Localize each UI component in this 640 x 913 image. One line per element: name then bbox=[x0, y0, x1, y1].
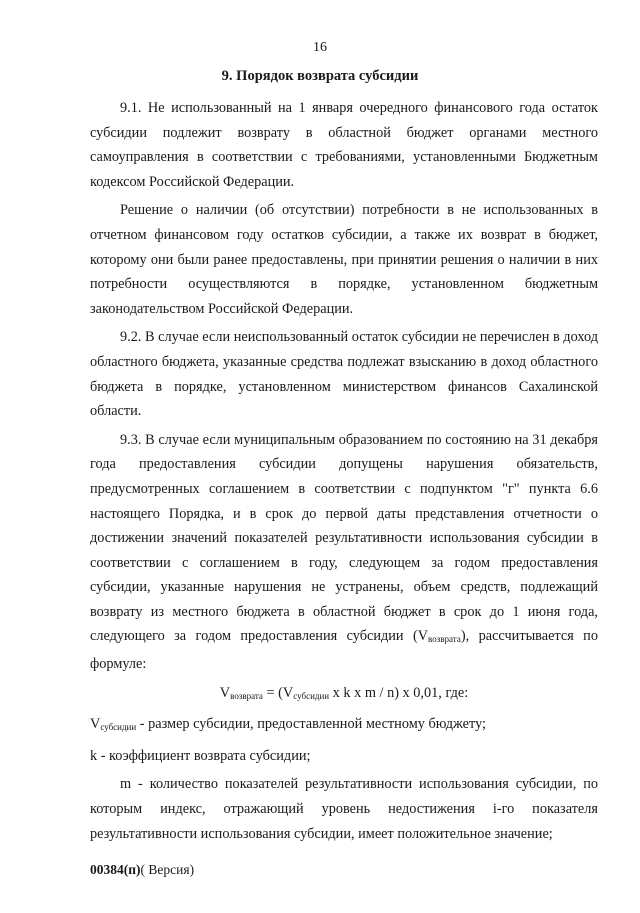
definition-m: m - количество показателей результативности использования субсидии, по которым индекс, отражающий уровень недостижения i-го показателя результативности использования субсидии, имеет положительное значение; bbox=[90, 776, 598, 842]
def-v: V bbox=[90, 716, 101, 733]
paragraph-9-3-tail: ), рассчитывается по формуле: bbox=[90, 628, 598, 673]
formula-eq: = (V bbox=[262, 684, 294, 701]
def-v-text: - размер субсидии, предоставленной местному бюджету; bbox=[136, 716, 487, 733]
paragraph-9-3-main: 9.3. В случае если муниципальным образованием по состоянию на 31 декабря года предоставления субсидии допущены нарушения обязательств, предусмотренных соглашением в соответствии с подпунктом "г" пункта 6.6 настоящего Порядка, и в срок до первой даты представления отчетности о достижении значений показателей результативности использования субсидии в соответствии с соглашением в году, следующем за годом предоставления субсидии, указанные нарушения не устранены, объем средств, подлежащий возврату из местного бюджета в областной бюджет в срок до 1 июня года, следующего за годом предоставления субсидии (V bbox=[90, 431, 598, 645]
definition-v-subsidii bbox=[90, 712, 598, 740]
page-number: 16 bbox=[313, 40, 327, 55]
paragraph-9-2: 9.2. В случае если неиспользованный остаток субсидии не перечислен в доход областного бюджета, указанные средства подлежат взысканию в доход областного бюджета в порядке, установленном министерством финансов Сахалинской области. bbox=[90, 329, 598, 420]
definition-k: k - коэффициент возврата субсидии; bbox=[90, 747, 311, 764]
document-body bbox=[90, 96, 598, 850]
document-footer bbox=[90, 862, 194, 878]
section-heading: 9. Порядок возврата субсидии bbox=[221, 68, 419, 84]
paragraph-9-1: 9.1. Не использованный на 1 января очередного финансового года остаток субсидии подлежит возврату в областной бюджет органами местного самоуправления в соответствии с требованиями, установленными Бюджетным кодексом Российской Федерации. bbox=[90, 100, 598, 190]
formula-tail: x k x m / n) x 0,01, где: bbox=[329, 684, 469, 701]
formula bbox=[90, 681, 598, 709]
subscript-vozvrata: возврата bbox=[428, 634, 461, 645]
formula-v: V bbox=[219, 684, 231, 701]
formula-subs-sub: субсидии bbox=[293, 690, 330, 701]
document-version: ( Версия) bbox=[140, 862, 195, 877]
paragraph-decision: Решение о наличии (об отсутствии) потребности в не использованных в отчетном финансовом году остатков субсидии, а также их возврат в бюджет, которому они были ранее предоставлены, при принятии решения о наличии в них потребности осуществляются в порядке, установленном бюджетным законодательством Российской Федерации. bbox=[90, 202, 598, 317]
document-code: 00384(п) bbox=[90, 862, 141, 877]
formula-v-sub: возврата bbox=[230, 690, 263, 701]
def-v-sub: субсидии bbox=[100, 722, 137, 733]
paragraph-9-3 bbox=[90, 428, 598, 677]
